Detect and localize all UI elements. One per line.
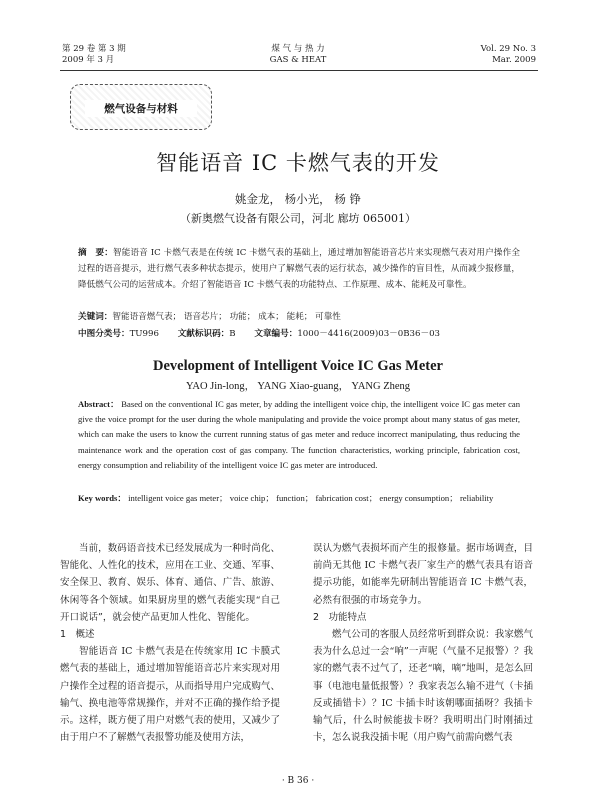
- body-paragraph: 智能语音 IC 卡燃气表是在传统家用 IC 卡膜式燃气表的基础上，通过增加智能语音芯片来实现对用户操作全过程的语音提示，从而指导用户完成购气、输气、换电池等常规操作，并对不正确的操作给予提示。这样，既方便了用户对燃气表的使用，又减少了由于用户不了解燃气表报警功能及使用方法，: [60, 646, 280, 744]
- article-authors-en: YAO Jin-long， YANG Xiao-guang， YANG Zheng: [185, 381, 411, 392]
- body-column-left: [60, 540, 280, 746]
- abstract-en-text: Based on the conventional IC gas meter, by adding the intelligent voice chip, the intelligent voice IC gas meter can give the voice prompt for the user during the whole manipulating and provide the voice prompt about many status of gas meter, which can make the users to know the current running status of gas meter and reduce incorrect manipulating, thus reducing the maintenance work and the operation cost of gas company. The function characteristics, working principle, fabrication cost, energy consumption and reliability of the intelligent voice IC gas meter are introduced.: [78, 399, 520, 470]
- article-title: 智能语音 IC 卡燃气表的开发: [156, 151, 440, 175]
- abstract-en-label: Abstract：: [78, 399, 119, 409]
- keywords-en-text: intelligent voice gas meter； voice chip； function； fabrication cost； energy consumption； reliability: [128, 493, 494, 503]
- classification-line: [78, 326, 520, 342]
- article-number-label: 文章编号：: [254, 329, 298, 339]
- article-authors: 姚金龙， 杨小光， 杨 铮: [235, 192, 361, 206]
- keywords-cn-label: 关键词：: [78, 312, 113, 322]
- body-paragraph: 燃气公司的客服人员经常听到群众说：我家燃气表为什么总过一会“响”一声呢（气量不足报警）？我家的燃气表不过气了，还老“嘀，嘀”地叫，是怎么回事（电池电量低报警）？我家表怎么输不进气（卡插反或插错卡）？IC 卡插卡时该朝哪面插呀？我插卡输气后，什么时候能拔卡呀？我明明出门时刚插过卡，怎么说我没插卡呢（用户购气前需向燃气表: [313, 629, 533, 744]
- journal-name-en: GAS & HEAT: [269, 55, 327, 65]
- keywords-cn: [78, 309, 520, 325]
- abstract-en: [78, 397, 520, 473]
- section-label: 燃气设备与材料: [85, 100, 197, 117]
- abstract-cn-label: 摘 要：: [78, 248, 113, 258]
- section-heading-overview: 1 概述: [60, 629, 95, 641]
- header-divider: [60, 70, 538, 71]
- article-affiliation: （新奥燃气设备有限公司，河北 廊坊 065001）: [180, 212, 416, 225]
- body-column-right: [313, 540, 533, 746]
- article-number-value: 1000－4416(2009)03－0B36－03: [297, 329, 441, 339]
- abstract-cn: [78, 245, 520, 293]
- volume-issue: 第 29 卷 第 3 期: [62, 44, 126, 54]
- publication-date-en: Mar. 2009: [492, 55, 536, 65]
- clc-label: 中图分类号：: [78, 329, 130, 339]
- section-badge: [70, 84, 212, 130]
- section-heading-features: 2 功能特点: [313, 611, 367, 623]
- journal-name-cn: 煤 气 与 热 力: [271, 44, 325, 54]
- article-title-en: Development of Intelligent Voice IC Gas Meter: [153, 358, 443, 374]
- doc-code-value: B: [229, 329, 236, 339]
- volume-issue-en: Vol. 29 No. 3: [480, 44, 536, 54]
- clc-value: TU996: [129, 329, 159, 339]
- keywords-cn-text: 智能语音燃气表； 语音芯片； 功能； 成本； 能耗； 可靠性: [112, 312, 341, 322]
- body-paragraph: 误认为燃气表损坏而产生的报修量。据市场调查，目前尚无其他 IC 卡燃气表厂家生产的燃气表具有语音提示功能，如能率先研制出智能语音 IC 卡燃气表，必然有很强的市场竞争力。: [313, 543, 533, 606]
- keywords-en-label: Key words：: [78, 493, 126, 503]
- publication-date-cn: 2009 年 3 月: [62, 55, 115, 65]
- keywords-en: [78, 491, 520, 506]
- body-paragraph: 当前，数码语音技术已经发展成为一种时尚化、智能化、人性化的技术，应用在工业、交通、军事、安全保卫、教育、娱乐、体育、通信、广告、旅游、休闲等各个领域。如果厨房里的燃气表能实现“自己开口说话”，就会使产品更加人性化、智能化。: [60, 543, 280, 623]
- journal-volume-info-en: [481, 44, 536, 66]
- page-number: · B 36 ·: [281, 776, 315, 786]
- abstract-cn-text: 智能语音 IC 卡燃气表是在传统 IC 卡燃气表的基础上，通过增加智能语音芯片来实现燃气表对用户操作全过程的语音提示，进行燃气表多种状态提示，使用户了解燃气表的运行状态，减少操作的盲目性，从而减少报修量，降低燃气公司的运营成本。介绍了智能语音 IC 卡燃气表的功能特点、工作原理、成本、能耗及可靠性。: [78, 248, 520, 290]
- doc-code-label: 文献标识码：: [177, 329, 230, 339]
